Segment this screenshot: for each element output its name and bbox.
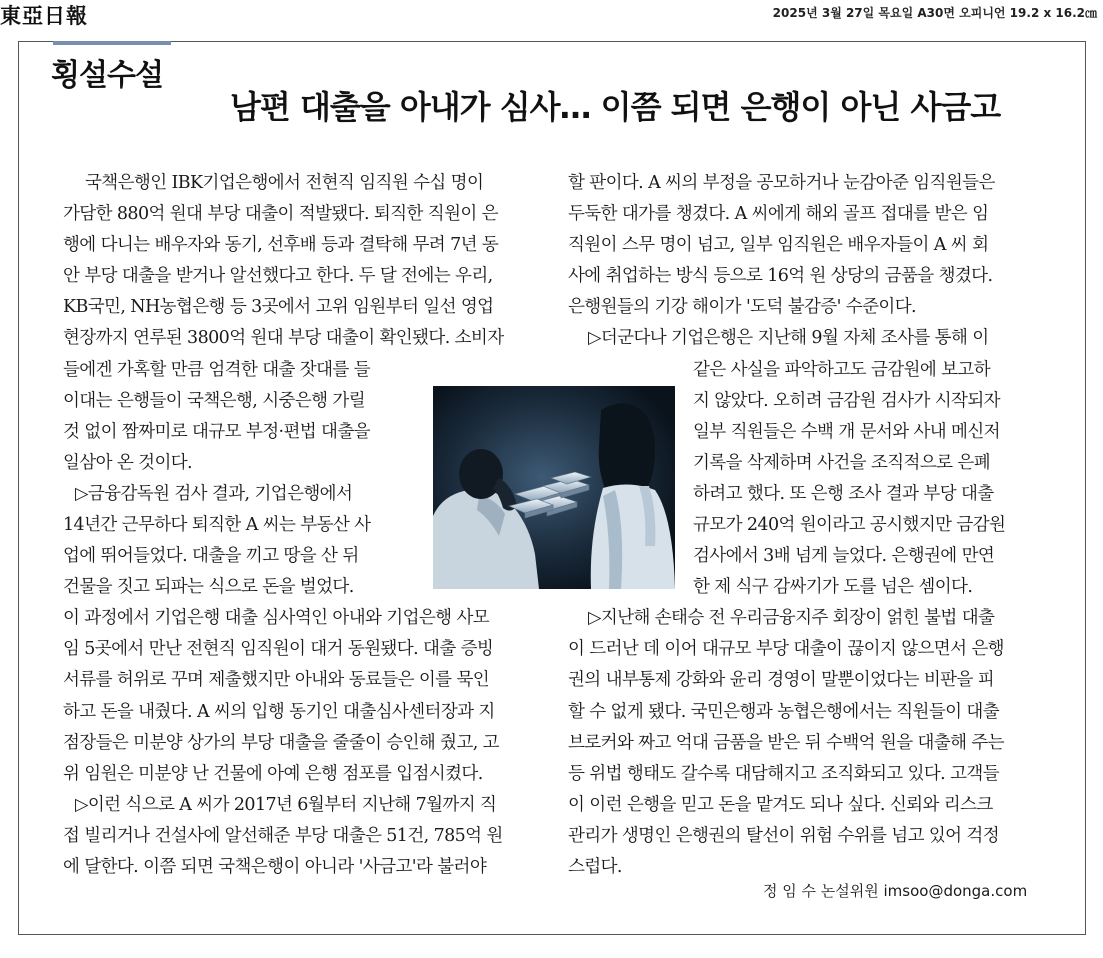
body-line: 14년간 근무하다 퇴직한 A 씨는 부동산 사 (63, 515, 371, 535)
publication-info: 2025년 3월 27일 목요일 A30면 오피니언 19.2 x 16.2㎝ (772, 6, 1097, 20)
body-line: 위 임원은 미분양 난 건물에 아예 은행 점포를 입점시켰다. (63, 764, 483, 784)
body-line: ▷금융감독원 검사 결과, 기업은행에서 (75, 484, 353, 504)
body-line: 할 판이다. A 씨의 부정을 공모하거나 눈감아준 임직원들은 (568, 173, 995, 193)
body-line: 두둑한 대가를 챙겼다. A 씨에게 해외 골프 접대를 받은 임 (568, 204, 989, 224)
body-line: 서류를 허위로 꾸며 제출했지만 아내와 동료들은 이를 묵인 (63, 670, 490, 690)
body-line: KB국민, NH농협은행 등 3곳에서 고위 임원부터 일선 영업 (63, 297, 494, 317)
body-line: 검사에서 3배 넘게 늘었다. 은행권에 만연 (693, 546, 995, 566)
body-line: 안 부당 대출을 받거나 알선했다고 한다. 두 달 전에는 우리, (63, 266, 493, 286)
body-line: 하려고 했다. 또 은행 조사 결과 부당 대출 (693, 484, 994, 504)
body-line: 업에 뛰어들었다. 대출을 끼고 땅을 산 뒤 (63, 546, 359, 566)
body-line: ▷이런 식으로 A 씨가 2017년 6월부터 지난해 7월까지 직 (75, 795, 497, 815)
body-line: 일부 직원들은 수백 개 문서와 사내 메신저 (693, 422, 1000, 442)
body-line: 행에 다니는 배우자와 동기, 선후배 등과 결탁해 무려 7년 동 (63, 235, 499, 255)
byline: 정 임 수 논설위원 imsoo@donga.com (763, 882, 1028, 900)
body-line: ▷더군다나 기업은행은 지난해 9월 자체 조사를 통해 이 (588, 328, 989, 348)
newspaper-masthead: 東亞日報 (0, 3, 88, 28)
body-line: 같은 사실을 파악하고도 금감원에 보고하 (693, 360, 991, 380)
body-line: 기록을 삭제하며 사건을 조직적으로 은폐 (693, 453, 991, 473)
article-illustration (433, 386, 675, 589)
body-line: 에 달한다. 이쯤 되면 국책은행이 아니라 '사금고'라 불러야 (63, 857, 487, 877)
body-line: 하고 돈을 내줬다. A 씨의 입행 동기인 대출심사센터장과 지 (63, 702, 495, 722)
body-line: 직원이 스무 명이 넘고, 일부 임직원은 배우자들이 A 씨 회 (568, 235, 989, 255)
headline: 남편 대출을 아내가 심사… 이쯤 되면 은행이 아닌 사금고 (230, 88, 1001, 126)
body-line: 국책은행인 IBK기업은행에서 전현직 임직원 수십 명이 (85, 173, 484, 193)
body-line: 점장들은 미분양 상가의 부당 대출을 줄줄이 승인해 줬고, 고 (63, 733, 499, 753)
body-line: 지 않았다. 오히려 금감원 검사가 시작되자 (693, 391, 1000, 411)
body-line: 할 수 없게 됐다. 국민은행과 농협은행에서는 직원들이 대출 (568, 702, 1000, 722)
body-line: 이 과정에서 기업은행 대출 심사역인 아내와 기업은행 사모 (63, 608, 490, 628)
body-line: 일삼아 온 것이다. (63, 453, 193, 473)
body-line: 건물을 짓고 되파는 식으로 돈을 벌었다. (63, 577, 354, 597)
body-line: 스럽다. (568, 857, 622, 877)
body-line: 은행원들의 기강 해이가 '도덕 불감증' 수준이다. (568, 297, 916, 317)
body-line: 사에 취업하는 방식 등으로 16억 원 상당의 금품을 챙겼다. (568, 266, 993, 286)
column-name: 횡설수설 (51, 58, 163, 93)
body-line: 권의 내부통제 강화와 윤리 경영이 말뿐이었다는 비판을 피 (568, 670, 995, 690)
column-name-rule (53, 41, 171, 45)
body-line: 한 제 식구 감싸기가 도를 넘은 셈이다. (693, 577, 973, 597)
body-line: 이 드러난 데 이어 대규모 부당 대출이 끊이지 않으면서 은행 (568, 639, 1004, 659)
body-line: 현장까지 연루된 3800억 원대 부당 대출이 확인됐다. 소비자 (63, 328, 504, 348)
body-line: 임 5곳에서 만난 전현직 임직원이 대거 동원됐다. 대출 증빙 (63, 639, 494, 659)
body-line: ▷지난해 손태승 전 우리금융지주 회장이 얽힌 불법 대출 (588, 608, 995, 628)
body-line: 가담한 880억 원대 부당 대출이 적발됐다. 퇴직한 직원이 은 (63, 204, 498, 224)
body-line: 브로커와 짜고 억대 금품을 받은 뒤 수백억 원을 대출해 주는 (568, 733, 1004, 753)
body-line: 관리가 생명인 은행권의 탈선이 위험 수위를 넘고 있어 걱정 (568, 826, 1000, 846)
body-line: 접 빌리거나 건설사에 알선해준 부당 대출은 51건, 785억 원 (63, 826, 503, 846)
body-line: 규모가 240억 원이라고 공시했지만 금감원 (693, 515, 1006, 535)
body-line: 들에겐 가혹할 만큼 엄격한 대출 잣대를 들 (63, 360, 370, 380)
body-line: 이대는 은행들이 국책은행, 시중은행 가릴 (63, 391, 365, 411)
body-line: 이 이런 은행을 믿고 돈을 맡겨도 되나 싶다. 신뢰와 리스크 (568, 795, 993, 815)
body-line: 것 없이 짬짜미로 대규모 부정·편법 대출을 (63, 422, 370, 442)
body-line: 등 위법 행태도 갈수록 대담해지고 조직화되고 있다. 고객들 (568, 764, 1000, 784)
